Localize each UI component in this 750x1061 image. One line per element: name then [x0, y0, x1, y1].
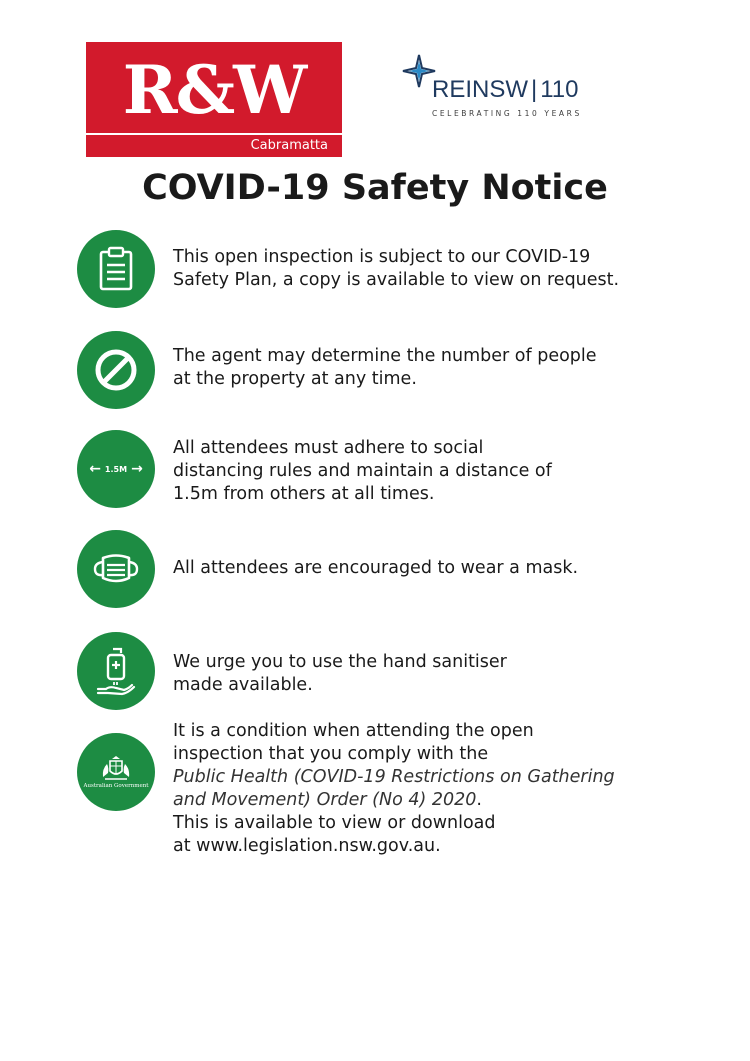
distance-icon: ← 1.5M → [77, 430, 155, 508]
notice-text-hand-sanitiser [173, 651, 507, 697]
distance-label: 1.5M [104, 464, 128, 474]
notice-text-mask [173, 557, 578, 580]
government-crest-label: Australian Government [83, 783, 149, 789]
mask-icon [77, 530, 155, 608]
order-title-line: Public Health (COVID-19 Restrictions on Gathering [173, 767, 615, 787]
reinsw-tagline: CELEBRATING 110 YEARS [432, 109, 582, 118]
notice-line: distancing rules and maintain a distance of [173, 461, 552, 481]
reinsw-star-icon [402, 54, 436, 88]
clipboard-icon [77, 230, 155, 308]
notice-text-social-distancing [173, 437, 552, 506]
rw-logo [86, 42, 342, 157]
notice-line: inspection that you comply with the [173, 744, 489, 764]
notice-text-public-health-order [173, 720, 615, 858]
notice-line: We urge you to use the hand sanitiser [173, 652, 507, 672]
rw-office-name: Cabramatta [250, 138, 328, 153]
hand-sanitiser-icon [77, 632, 155, 710]
notice-line: All attendees are encouraged to wear a mask. [173, 558, 579, 578]
notice-line: This open inspection is subject to our COVID-19 [173, 247, 591, 267]
order-title-suffix: . [476, 790, 482, 810]
order-title-line: and Movement) Order (No 4) 2020 [173, 790, 477, 810]
notice-text-people-limit [173, 345, 597, 391]
reinsw-wordmark: REINSW | 110 [432, 76, 579, 103]
notice-text-safety-plan [173, 246, 619, 292]
government-crest-icon [77, 733, 155, 811]
reinsw-years: 110 [540, 76, 579, 103]
rw-logo-letters: R&W [122, 51, 306, 129]
notice-line: 1.5m from others at all times. [173, 484, 435, 504]
legislation-url: at www.legislation.nsw.gov.au. [173, 836, 441, 856]
notice-line: made available. [173, 675, 313, 695]
notice-line: It is a condition when attending the open [173, 721, 534, 741]
page-title: COVID-19 Safety Notice [142, 168, 608, 208]
notice-line: All attendees must adhere to social [173, 438, 484, 458]
notice-line: The agent may determine the number of people [173, 346, 597, 366]
notice-line: at the property at any time. [173, 369, 417, 389]
no-entry-icon [77, 331, 155, 409]
reinsw-logo [402, 54, 612, 124]
notice-line: This is available to view or download [173, 813, 496, 833]
notice-line: Safety Plan, a copy is available to view on request. [173, 270, 620, 290]
reinsw-name: REINSW [432, 76, 528, 103]
